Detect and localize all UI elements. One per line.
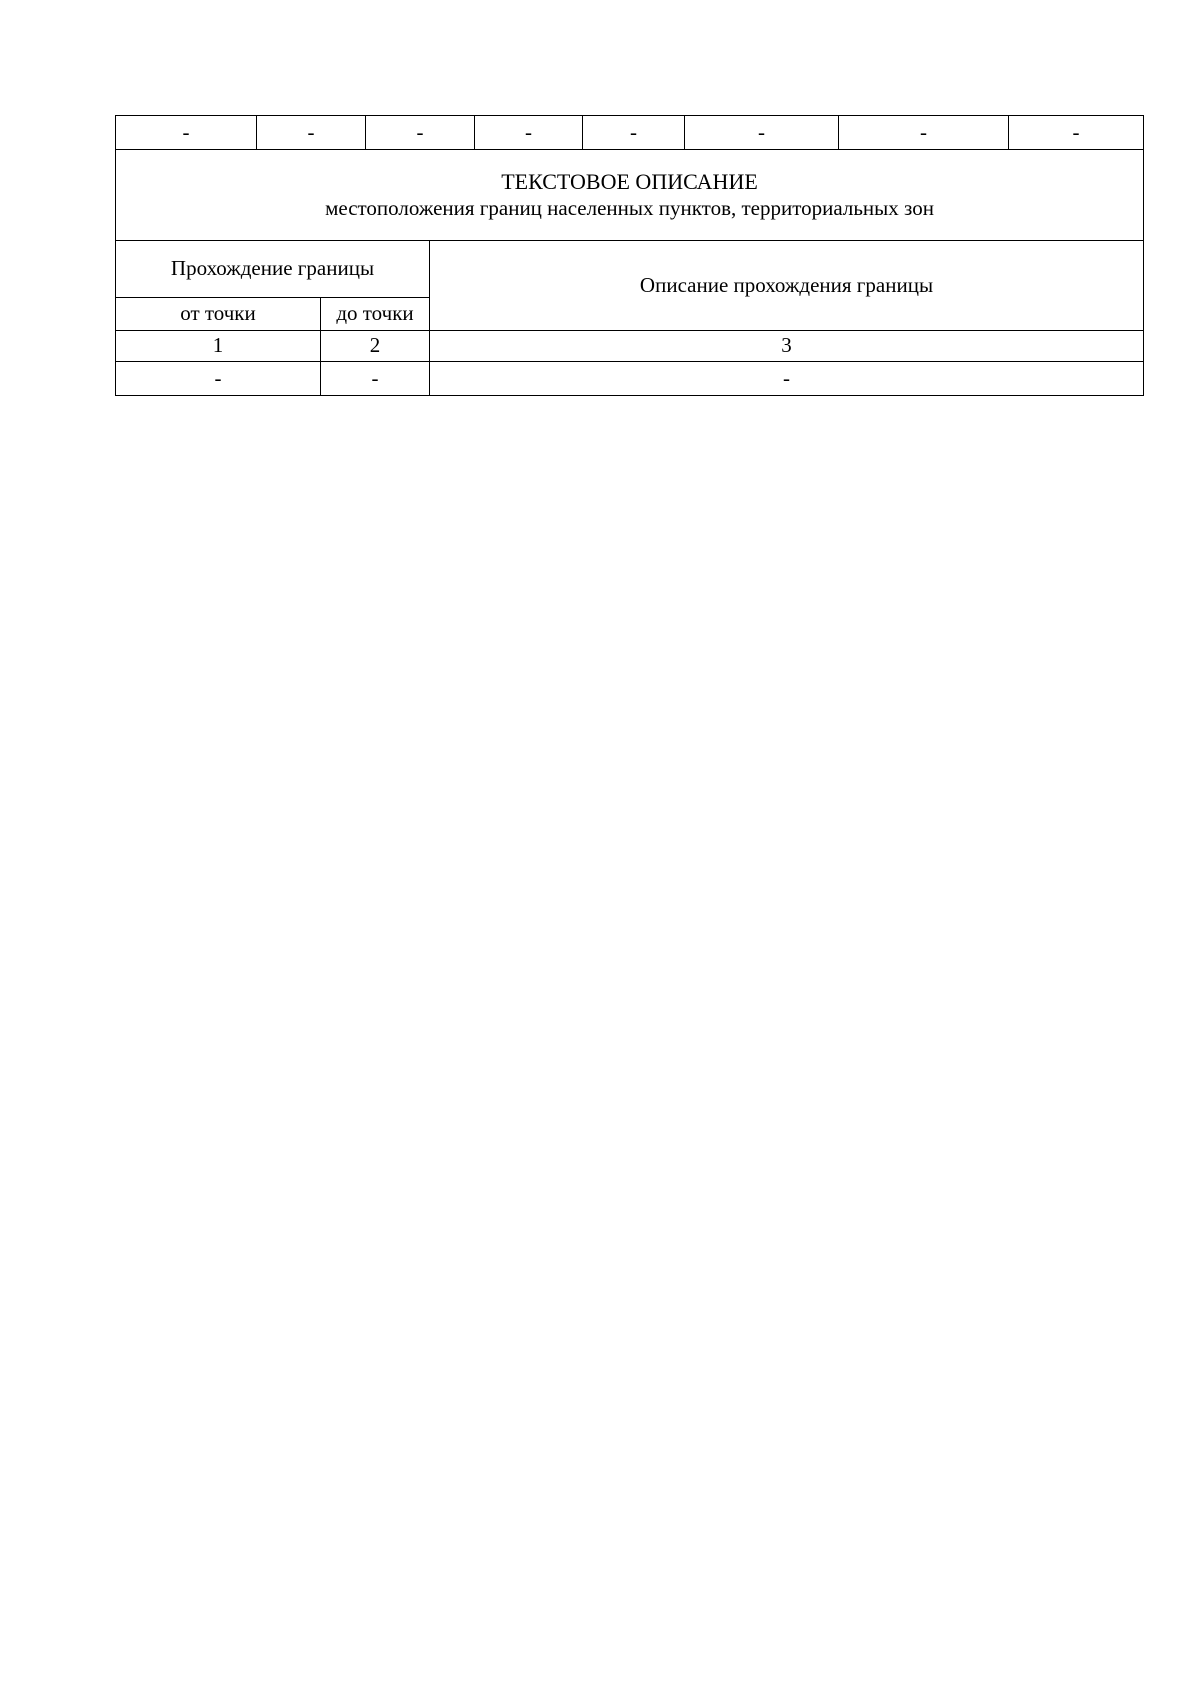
column-number: 3 bbox=[430, 331, 1144, 362]
document-title bbox=[116, 150, 1144, 241]
header-boundary-passage: Прохождение границы bbox=[116, 241, 430, 298]
table-row bbox=[116, 241, 1144, 298]
table-row bbox=[116, 331, 1144, 362]
table-cell: - bbox=[685, 116, 839, 150]
table-cell: - bbox=[430, 362, 1144, 396]
table-cell: - bbox=[366, 116, 475, 150]
column-number: 2 bbox=[321, 331, 430, 362]
table-cell: - bbox=[475, 116, 583, 150]
table-cell: - bbox=[583, 116, 685, 150]
header-from-point: от точки bbox=[116, 298, 321, 331]
table-cell: - bbox=[839, 116, 1009, 150]
table-cell: - bbox=[1009, 116, 1144, 150]
header-to-point: до точки bbox=[321, 298, 430, 331]
table-row bbox=[116, 150, 1144, 241]
title-subtitle: местоположения границ населенных пунктов, территориальных зон bbox=[325, 195, 934, 220]
title-main: ТЕКСТОВОЕ ОПИСАНИЕ bbox=[501, 169, 758, 195]
table-cell: - bbox=[116, 362, 321, 396]
table-cell: - bbox=[257, 116, 366, 150]
column-number: 1 bbox=[116, 331, 321, 362]
table-row bbox=[116, 362, 1144, 396]
header-description: Описание прохождения границы bbox=[430, 241, 1144, 331]
table-cell: - bbox=[116, 116, 257, 150]
boundary-description-table bbox=[115, 115, 1144, 396]
table-row bbox=[116, 116, 1144, 150]
table-cell: - bbox=[321, 362, 430, 396]
